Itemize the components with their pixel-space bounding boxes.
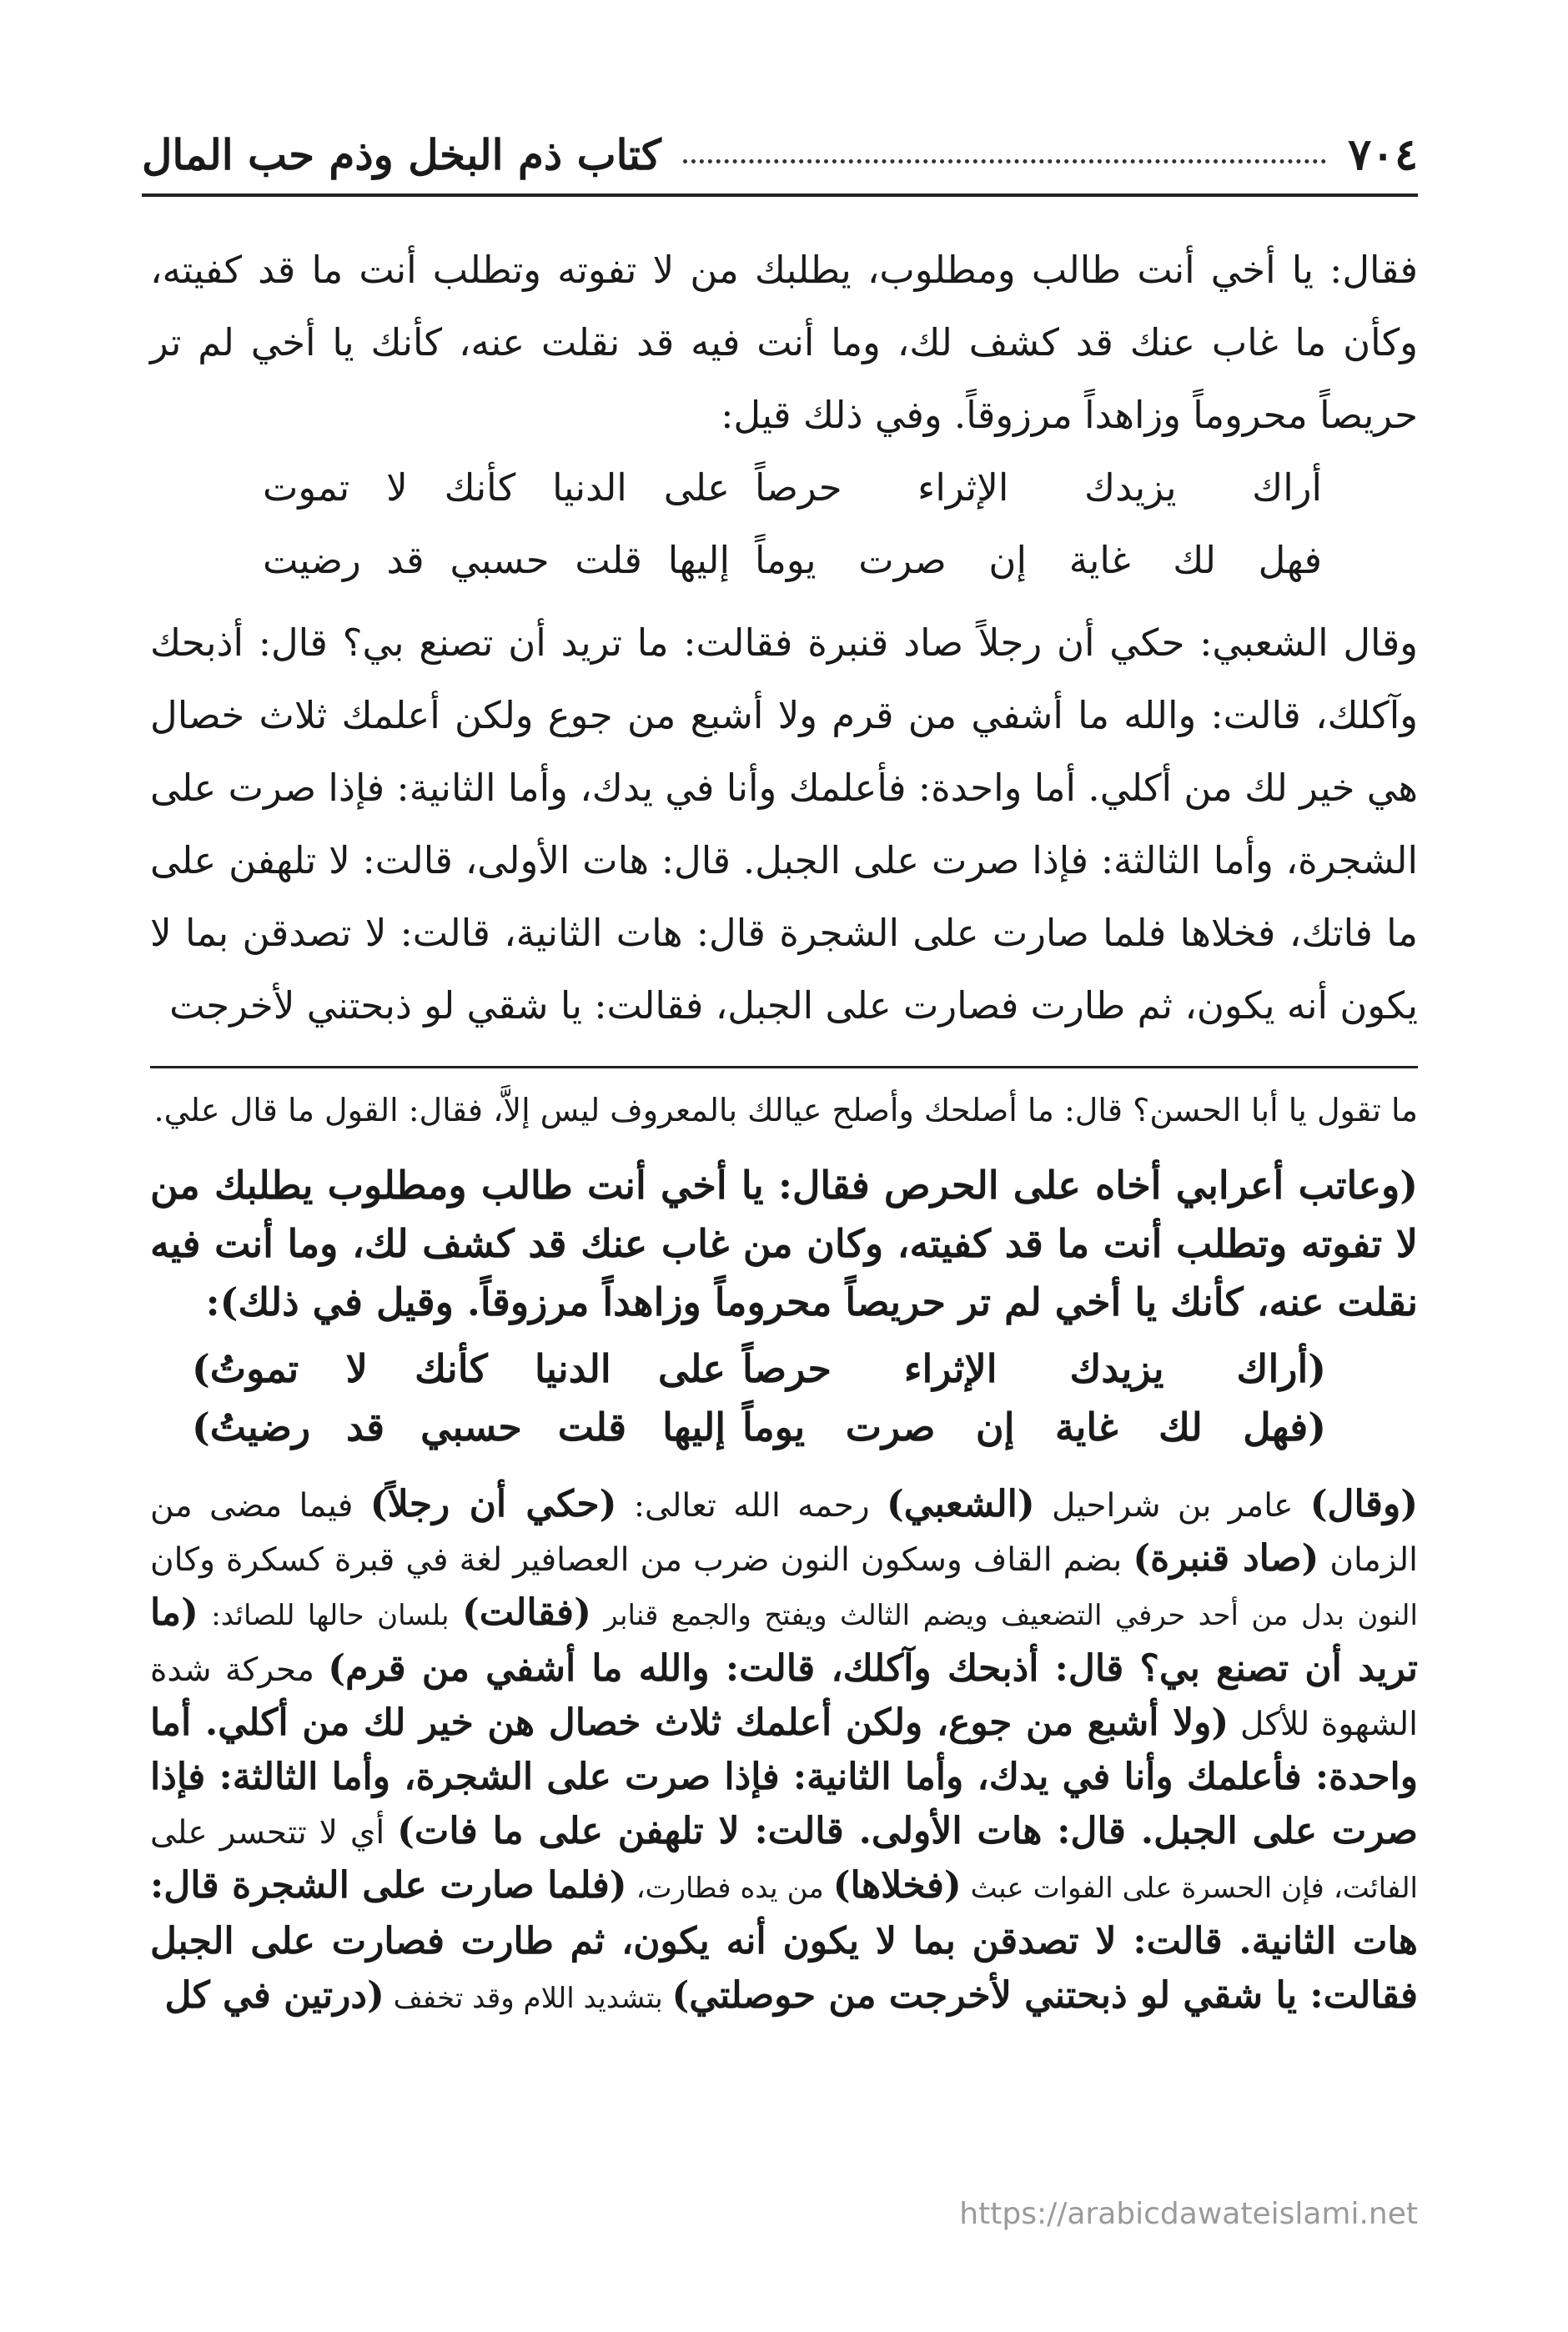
matn-fragment: (ولا أشبع من جوع، ولكن أعلمك ثلاث خصال هن خير لك من أكلي. أما واحدة: فأعلمك وأنا في يدك، وأما الثانية: فإذا صرت على الشجرة، وأما الثالثة: فإذا صرت على الجبل. قال: هات الأولى. قالت: لا تلهفن على ما فات) — [150, 1701, 1418, 1852]
sharh-paragraph — [150, 1478, 1418, 2025]
matn-verse-2 — [150, 1398, 1418, 1456]
matn-verse-2-first: (فهل لك غاية إن صرت يوماً — [742, 1405, 1326, 1450]
sharh-fragment: فيما مضى من الزمان — [150, 1487, 1419, 1579]
matn-fragment: (فلما صارت على الشجرة قال: هات الثانية. قالت: لا تصدقن بما لا يكون أنه يكون، ثم طارت فصارت على الجبل فقالت: يا شقي لو ذبحتني لأخرجت من حوصلتي) — [150, 1864, 1418, 2017]
sharh-fragment: بضم القاف وسكون النون ضرب من العصافير لغة في قبرة كسكرة وكان — [150, 1541, 1133, 1579]
running-header — [142, 125, 1418, 183]
verse-1-first-hemistich: أراك يزيدك الإثراء حرصاً — [755, 465, 1322, 510]
matn-verse-1-second: على الدنيا كأنك لا تموتُ) — [192, 1346, 726, 1391]
main-text — [150, 234, 1418, 1042]
poem-verse-1 — [150, 451, 1418, 524]
main-paragraph-2: وقال الشعبي: حكي أن رجلاً صاد قنبرة فقالت: ما تريد أن تصنع بي؟ قال: أذبحك وآكلك، قالت: والله ما أشفي من قرم ولا أشبع من جوع ولكن أعلمك ثلاث خصال هي خير لك من أكلي. أما واحدة: فأعلمك وأنا في يدك، وأما الثانية: فإذا صرت على الشجرة، وأما الثالثة: فإذا صرت على الجبل. قال: هات الأولى، قالت: لا تلهفن على ما فاتك، فخلاها فلما صارت على الشجرة قال: هات الثانية، قالت: لا تصدقن بما لا يكون أنه يكون، ثم طارت فصارت على الجبل، فقالت: يا شقي لو ذبحتني لأخرجت — [150, 621, 1418, 1028]
sharh-fragment: عامر بن شراحيل — [1034, 1487, 1310, 1525]
commentary-text — [150, 1084, 1418, 2025]
matn-fragment: (وقال) — [1309, 1483, 1419, 1525]
poem-verse-2 — [150, 524, 1418, 596]
commentary-separator — [150, 1066, 1418, 1068]
sharh-fragment: الفائت، فإن الحسرة على الفوات عبث — [961, 1872, 1419, 1905]
commentary-continuation: ما تقول يا أبا الحسن؟ قال: ما أصلحك وأصلح عيالك بالمعروف ليس إلاَّ، فقال: القول ما قال علي. — [153, 1092, 1418, 1128]
matn-fragment: (حكي أن رجلاً) — [369, 1483, 617, 1525]
matn-quote: (وعاتب أعرابي أخاه على الحرص فقال: يا أخي أنت طالب ومطلوب يطلبك من لا تفوته وتطلب أنت ما قد كفيته، وكان من غاب عنك قد كشف لك، وما أنت فيه نقلت عنه، كأنك يا أخي لم تر حريصاً محروماً وزاهداً مرزوقاً. وقيل في ذلك): — [150, 1163, 1418, 1324]
verse-2-second-hemistich: إليها قلت حسبي قد رضيت — [263, 538, 730, 582]
header-dot-leader — [683, 159, 1326, 163]
verse-2-first-hemistich: فهل لك غاية إن صرت يوماً — [755, 538, 1322, 582]
sharh-fragment: رحمه الله تعالى: — [616, 1487, 887, 1525]
sharh-fragment: من يده فطارت، — [626, 1872, 833, 1905]
matn-verse-1 — [150, 1339, 1418, 1398]
sharh-fragment: أي لا تتحسر على — [150, 1814, 398, 1852]
website-watermark: https://arabicdawateislami.net — [959, 2197, 1418, 2231]
matn-verse-1-first: (أراك يزيدك الإثراء حرصاً — [742, 1346, 1326, 1391]
matn-fragment: (درتين في كل — [164, 1974, 384, 2017]
sharh-fragment: بلسان حالها للصائد: — [198, 1599, 462, 1632]
matn-fragment: (صاد قنبرة) — [1133, 1537, 1319, 1580]
matn-fragment: (فقالت) — [461, 1591, 591, 1634]
header-rule — [142, 193, 1418, 197]
sharh-fragment: النون بدل من أحد حرفي التضعيف ويضم الثالث ويفتح والجمع قنابر — [591, 1599, 1418, 1632]
chapter-title: كتاب ذم البخل وذم حب المال — [142, 129, 661, 179]
matn-verse-2-second: إليها قلت حسبي قد رضيتُ) — [192, 1405, 726, 1450]
sharh-fragment: بتشديد اللام وقد تخفف — [384, 1982, 672, 2015]
page-number: ٧٠٤ — [1348, 128, 1418, 180]
matn-fragment: (فخلاها) — [832, 1864, 962, 1907]
matn-fragment: (الشعبي) — [886, 1483, 1035, 1525]
sharh-fragment: محركة شدة الشهوة للأكل — [150, 1651, 1418, 1743]
matn-fragment: (ما تريد أن تصنع بي؟ قال: أذبحك وآكلك، قالت: والله ما أشفي من قرم) — [150, 1591, 1419, 1690]
verse-1-second-hemistich: على الدنيا كأنك لا تموت — [263, 465, 730, 510]
main-paragraph-1: فقال: يا أخي أنت طالب ومطلوب، يطلبك من لا تفوته وتطلب أنت ما قد كفيته، وكأن ما غاب عنك قد كشف لك، وما أنت فيه قد نقلت عنه، كأنك يا أخي لم تر حريصاً محروماً وزاهداً مرزوقاً. وفي ذلك قيل: — [150, 248, 1418, 437]
